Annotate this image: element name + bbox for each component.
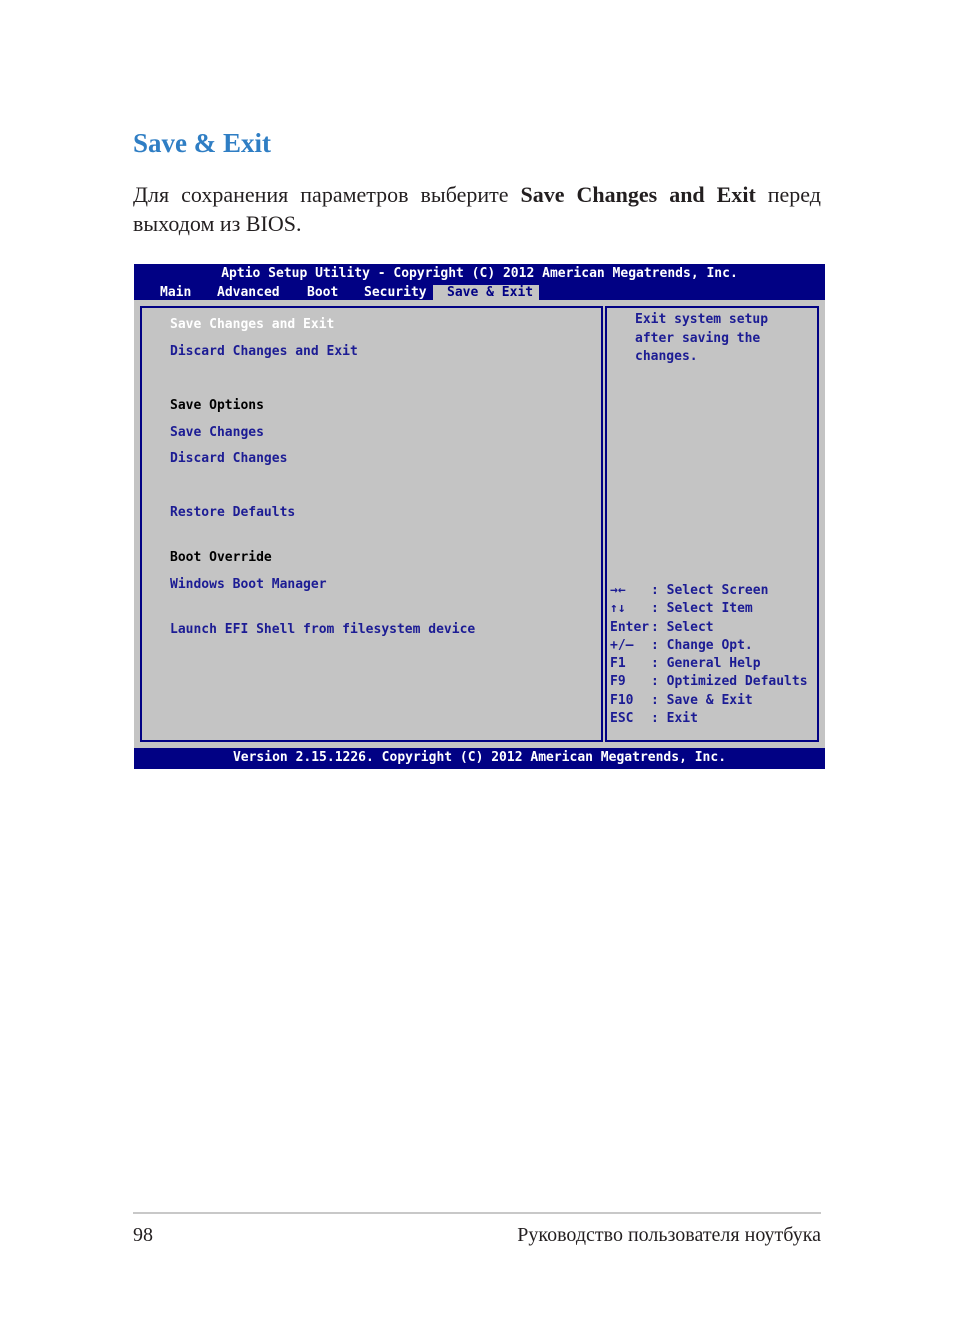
key-label: →← (610, 583, 626, 598)
menu-item-save-changes-and-exit[interactable]: Save Changes and Exit (170, 317, 335, 332)
intro-text-before: Для сохранения параметров выберите (133, 182, 521, 207)
key-label: F1 (610, 656, 626, 672)
key-description: : Select Item (651, 601, 753, 617)
bios-header: Aptio Setup Utility - Copyright (C) 2012 American Megatrends, Inc. (221, 266, 738, 281)
key-description: : Optimized Defaults (651, 674, 808, 690)
key-description: : Exit (651, 711, 698, 727)
tab-save-exit[interactable]: Save & Exit (433, 285, 539, 300)
bios-footer: Version 2.15.1226. Copyright (C) 2012 American Megatrends, Inc. (232, 750, 727, 765)
key-label: Enter (610, 619, 650, 635)
menu-item-discard-changes-and-exit[interactable]: Discard Changes and Exit (170, 344, 358, 359)
menu-item-save-changes[interactable]: Save Changes (170, 425, 264, 440)
key-description: : Change Opt. (651, 637, 753, 653)
key-label: +/— (610, 637, 634, 653)
menu-item-launch-efi-shell[interactable]: Launch EFI Shell from filesystem device (170, 622, 476, 637)
key-description: : Save & Exit (651, 692, 753, 708)
key-label: F9 (610, 674, 626, 690)
key-legend-row (610, 582, 808, 600)
menu-panel (140, 306, 603, 742)
key-description: : Select Screen (651, 583, 769, 598)
key-legend-row (610, 637, 808, 655)
intro-paragraph (133, 180, 821, 238)
key-legend-row (610, 655, 808, 673)
key-description: : Select (651, 619, 714, 635)
key-legend-row (610, 619, 808, 637)
menu-item-restore-defaults[interactable]: Restore Defaults (170, 505, 296, 520)
menu-item-windows-boot-manager[interactable]: Windows Boot Manager (170, 577, 327, 592)
key-description: : General Help (651, 656, 761, 672)
menu-item-discard-changes[interactable]: Discard Changes (170, 451, 288, 466)
key-legend (610, 582, 808, 728)
page-number: 98 (133, 1224, 153, 1246)
group-label-save-options: Save Options (170, 398, 264, 413)
tab-boot[interactable]: Boot (307, 285, 339, 300)
key-legend-row (610, 600, 808, 618)
group-label-boot-override: Boot Override (170, 550, 272, 565)
footer-divider (133, 1212, 821, 1214)
page-footer-title: Руководство пользователя ноутбука (517, 1224, 821, 1246)
section-title: Save & Exit (133, 128, 271, 158)
intro-text-bold: Save Changes and Exit (520, 182, 756, 207)
key-label: ↑↓ (610, 601, 626, 617)
tab-main[interactable]: Main (160, 285, 192, 300)
tab-advanced[interactable]: Advanced (217, 285, 280, 300)
bios-screenshot (134, 264, 825, 769)
key-label: F10 (610, 692, 634, 708)
key-legend-row (610, 710, 808, 728)
key-legend-row (610, 673, 808, 691)
tab-security[interactable]: Security (364, 285, 427, 300)
help-text: Exit system setup after saving the changes. (635, 312, 769, 364)
intro-text-after: перед выходом из BIOS. (133, 182, 821, 236)
key-label: ESC (610, 711, 634, 727)
key-legend-row (610, 692, 808, 710)
